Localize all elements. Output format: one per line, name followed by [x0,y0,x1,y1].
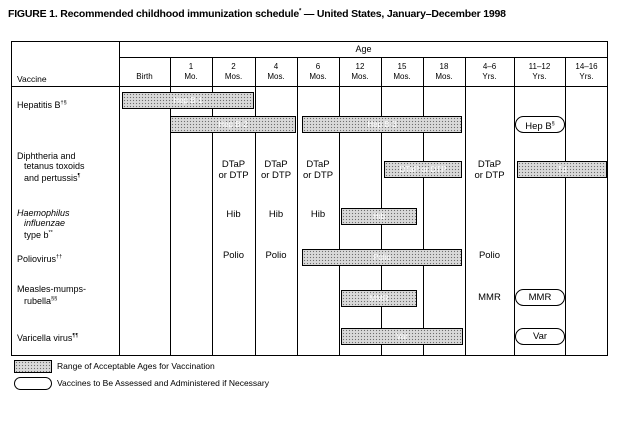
col-divider-7 [423,57,424,356]
bar-polio-6-18mos: Polio [302,249,462,266]
cell-polio-4mos: Polio [265,250,287,261]
age-header: Age [355,44,372,54]
cell-dtp-2mos: DTaP or DTP [218,159,249,181]
row-label-mmr: Measles-mumps- rubella§§ [17,284,87,306]
bar-hepb-1: Hep B-1 [122,92,254,109]
legend-range-swatch [14,360,52,373]
bar-hepb-3: Hep B-3 [302,116,462,133]
col-divider-8 [465,57,466,356]
column-header-11-12yrs: 11–12 Yrs. [528,62,551,81]
bar-varicella-12-18mos: Var [341,328,463,345]
bar-td: Td [517,161,607,178]
age-header-divider [119,57,608,58]
legend-catchup-text: Vaccines to Be Assessed and Administered if Necessary [57,378,269,388]
figure-title: FIGURE 1. Recommended childhood immunization schedule* — United States, January–December 1998 [8,8,506,20]
bar-hib-12-15mos: Hib [341,208,417,225]
column-header-14-16yrs: 14–16 Yrs. [575,62,598,81]
row-label-hib: Haemophilus influenzae type b** [17,208,70,240]
oval-mmr-catchup: MMR [515,289,565,306]
cell-hib-4mos: Hib [268,209,284,220]
vaccine-column-divider [119,41,120,356]
header-bottom-divider [11,86,608,87]
legend-catchup-swatch [14,377,52,390]
column-header-4mos: 4 Mos. [267,62,285,81]
cell-polio-2mos: Polio [222,250,245,261]
legend-range-text: Range of Acceptable Ages for Vaccination [57,361,215,371]
cell-polio-4-6yrs: Polio [478,250,501,261]
col-divider-9 [514,57,515,356]
column-header-6mos: 6 Mos. [309,62,327,81]
cell-dtp-4mos: DTaP or DTP [260,159,292,181]
row-label-dtp: Diphtheria and tetanus toxoids and pertussis¶ [17,151,85,183]
oval-hepb-catchup: Hep B§ [515,116,565,133]
column-header-1mo: 1 Mo. [184,62,198,81]
col-divider-5 [339,57,340,356]
column-header-12mos: 12 Mos. [351,62,369,81]
column-header-2mos: 2 Mos. [224,62,243,81]
col-divider-4 [297,57,298,356]
cell-dtp-6mos: DTaP or DTP [302,159,334,181]
bar-mmr-12-15mos: MMR [341,290,417,307]
cell-hib-6mos: Hib [310,209,326,220]
col-divider-10 [565,57,566,356]
column-header-15mos: 15 Mos. [393,62,411,81]
column-header-birth: Birth [136,72,153,81]
bar-dtp-15-18mos: DTaP or DTP [384,161,462,178]
cell-dtp-4-6yrs: DTaP or DTP [474,159,505,181]
row-label-varicella: Varicella virus¶¶ [17,333,79,343]
oval-varicella-catchup: Var [515,328,565,345]
vaccine-header: Vaccine [17,74,47,84]
row-label-poliovirus: Poliovirus†† [17,254,63,264]
column-header-18mos: 18 Mos. [435,62,453,81]
column-header-4-6yrs: 4–6 Yrs. [482,62,497,81]
cell-hib-2mos: Hib [226,209,241,220]
col-divider-6 [381,57,382,356]
col-divider-3 [255,57,256,356]
cell-mmr-4-6yrs: MMR [478,292,501,303]
row-label-hepatitis-b: Hepatitis B†§ [17,100,67,110]
schedule-table-frame [11,41,608,356]
bar-hepb-2: Hep B-2 [170,116,296,133]
